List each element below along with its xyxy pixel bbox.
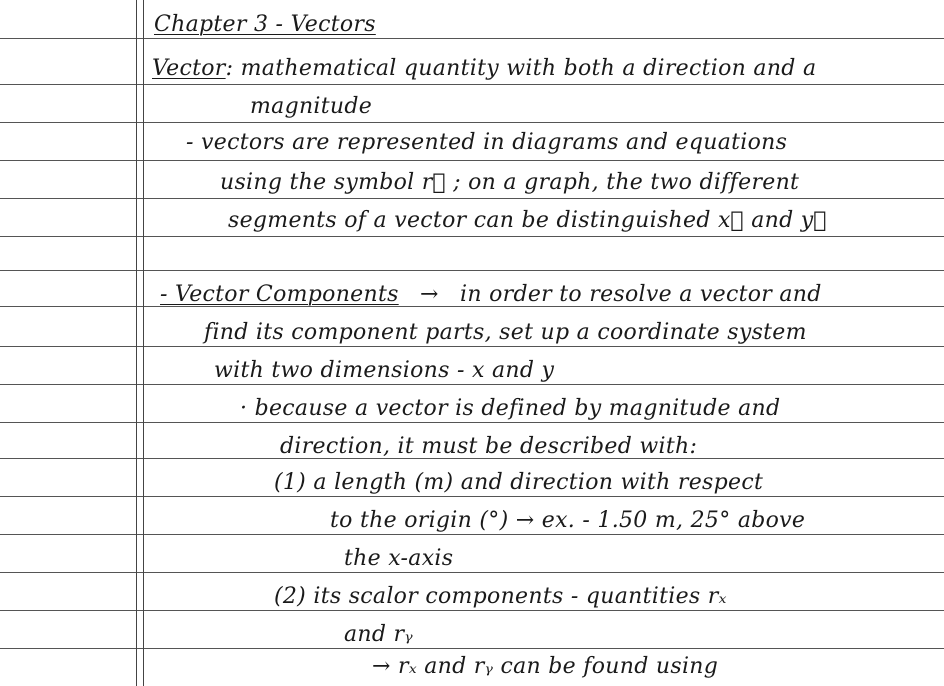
definition-line [152, 56, 816, 82]
bullet2-line2: find its component parts, set up a coordinate system [204, 320, 807, 345]
item1-line1: (1) a length (m) and direction with respect [274, 470, 764, 495]
ruled-line [0, 572, 944, 573]
bullet2-line3: with two dimensions - x and y [214, 358, 555, 383]
ruled-line [0, 122, 944, 123]
item1-line3: the x-axis [344, 546, 454, 571]
ruled-line [0, 648, 944, 649]
arrow-icon: → [419, 282, 439, 307]
item1-line2: to the origin (°) → ex. - 1.50 m, 25° above [330, 508, 806, 533]
sub-point-line1: · because a vector is defined by magnitude and [240, 396, 781, 421]
ruled-line [0, 38, 944, 39]
ruled-line [0, 84, 944, 85]
item2-line1: (2) its scalor components - quantities rₓ [274, 584, 727, 609]
ruled-line [0, 422, 944, 423]
definition-continuation: magnitude [250, 94, 373, 119]
ruled-line [0, 534, 944, 535]
notes-title: Chapter 3 - Vectors [154, 12, 376, 37]
margin-line [136, 0, 137, 686]
bullet1-line1: - vectors are represented in diagrams and equations [186, 130, 788, 155]
ruled-line [0, 610, 944, 611]
ruled-line [0, 496, 944, 497]
vector-components-heading: - Vector Components [160, 282, 399, 307]
bullet1-line2: using the symbol r⃗ ; on a graph, the two different [220, 170, 800, 195]
ruled-line [0, 198, 944, 199]
ruled-line [0, 160, 944, 161]
bullet2-line1 [160, 282, 822, 308]
sub-point-line2: direction, it must be described with: [280, 434, 698, 459]
item2-line3: → rₓ and rᵧ can be found using [372, 654, 719, 679]
ruled-line [0, 384, 944, 385]
definition-text: : mathematical quantity with both a direction and a [225, 56, 817, 81]
ruled-line [0, 270, 944, 271]
bullet1-line3: segments of a vector can be distinguished x⃗ and y⃗ [228, 208, 827, 233]
bullet2-line1-rest: in order to resolve a vector and [460, 282, 822, 307]
definition-label: Vector [152, 56, 226, 81]
ruled-line [0, 346, 944, 347]
item2-line2: and rᵧ [344, 622, 413, 647]
margin-line [143, 0, 144, 686]
ruled-line [0, 236, 944, 237]
